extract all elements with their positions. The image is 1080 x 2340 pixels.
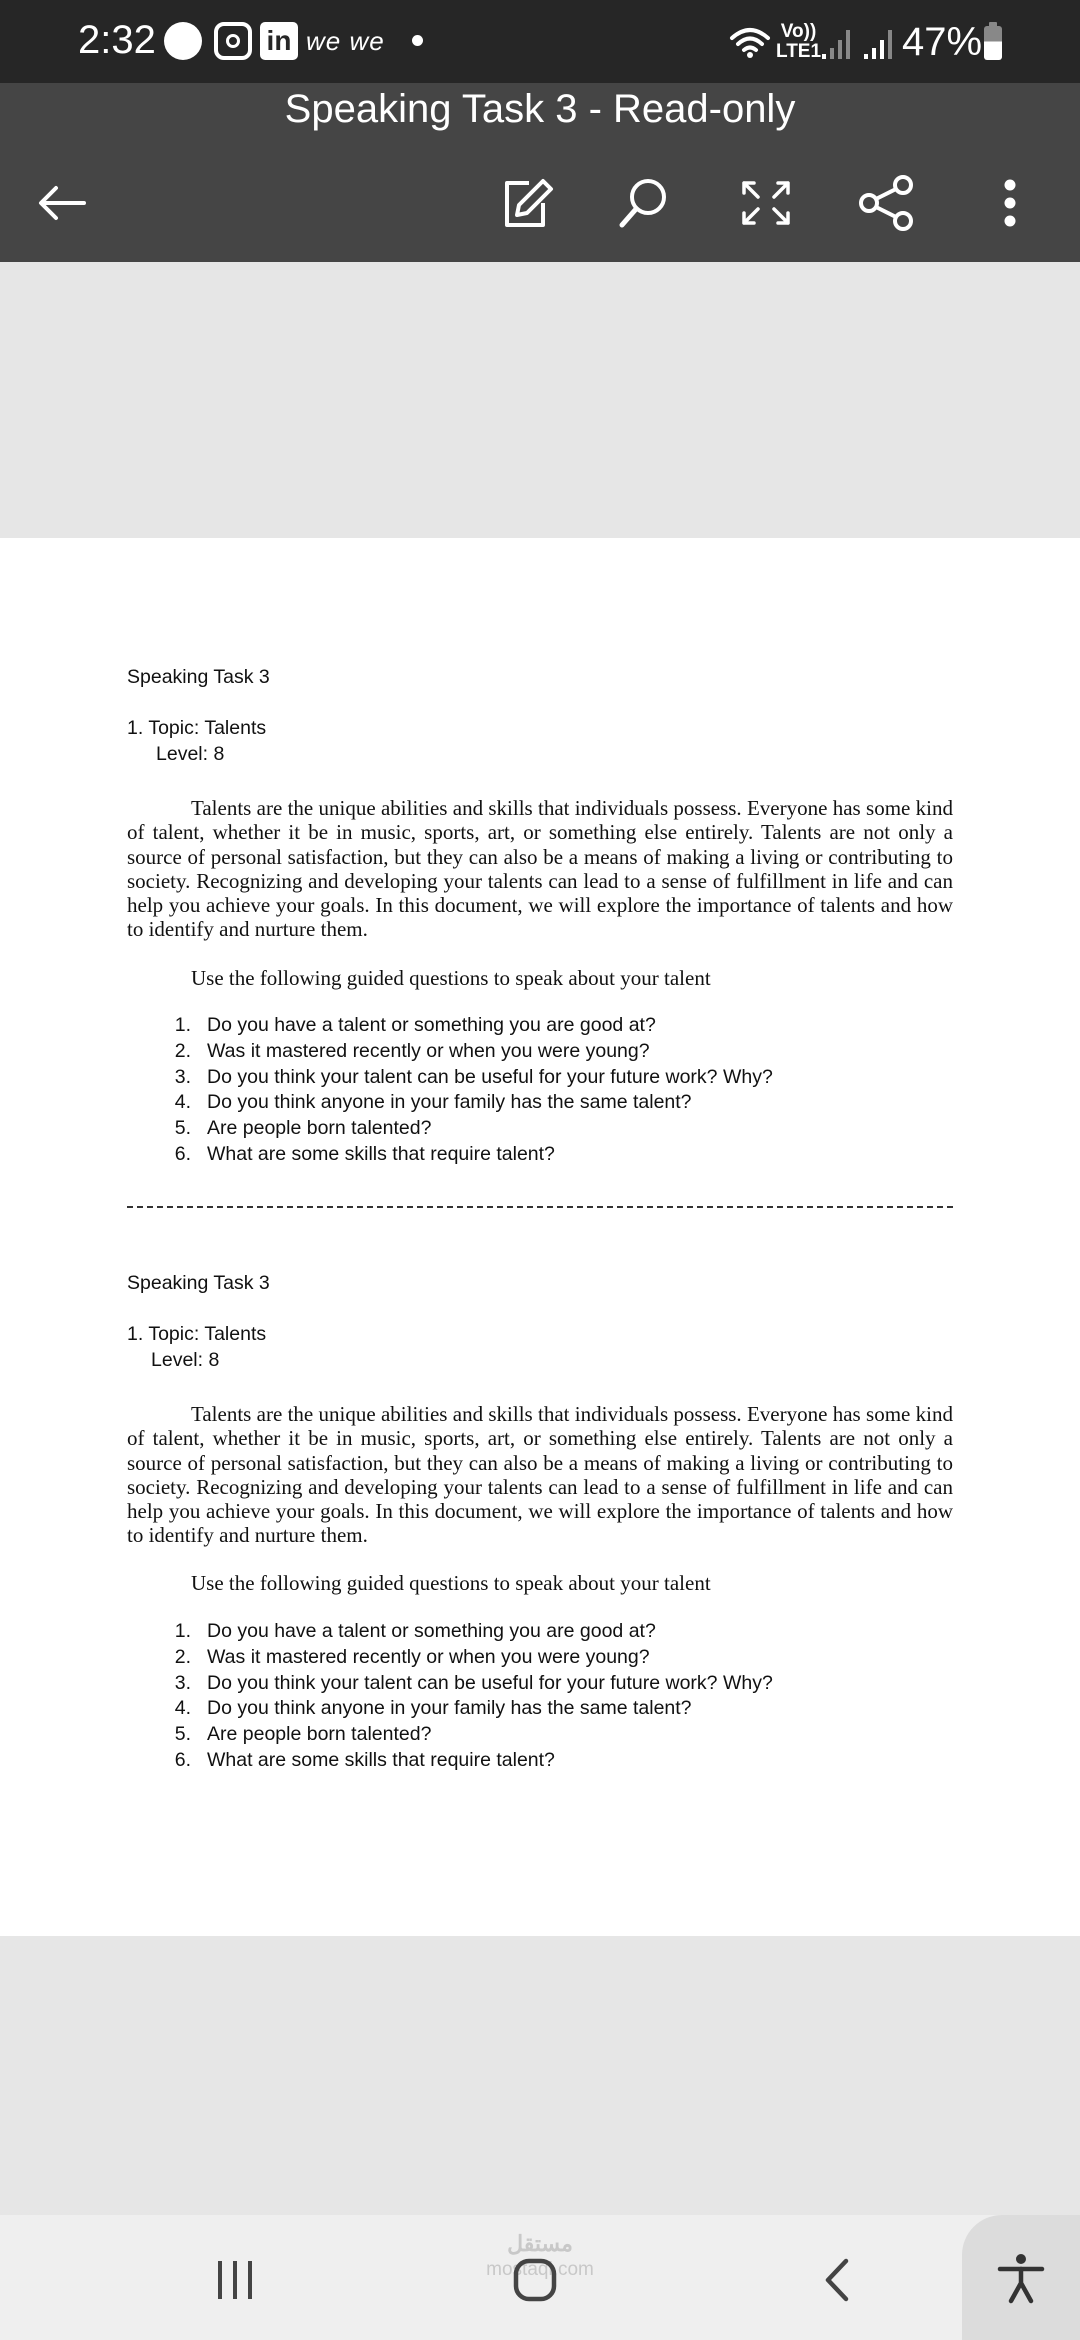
task-title: Speaking Task 3 (127, 1272, 270, 1294)
question-text: Was it mastered recently or when you were young? (207, 1645, 650, 1668)
question-number: 1. (174, 1014, 191, 1036)
question-item (160, 1671, 773, 1697)
level-line: Level: 8 (151, 1349, 220, 1371)
share-icon (857, 173, 917, 233)
question-item (160, 1116, 773, 1142)
watermark-arabic: مستقل (507, 2231, 573, 2256)
question-text: Do you think anyone in your family has the same talent? (207, 1091, 692, 1114)
question-number: 4. (174, 1091, 191, 1114)
signal-icon (862, 26, 896, 60)
back-button[interactable] (22, 163, 102, 243)
question-number: 5. (174, 1723, 191, 1746)
guide-text: Use the following guided questions to speak about your talent (191, 1571, 711, 1595)
search-icon (614, 173, 674, 233)
status-time: 2:32 (78, 18, 156, 62)
topic-line: 1. Topic: Talents (127, 717, 267, 739)
question-item (160, 1065, 773, 1091)
back-icon (814, 2255, 864, 2305)
question-number: 3. (174, 1671, 191, 1694)
back-arrow-icon (32, 173, 92, 233)
edit-button[interactable] (487, 163, 567, 243)
question-number: 5. (174, 1117, 191, 1140)
battery-icon (984, 26, 1002, 60)
wifi-icon (728, 24, 772, 60)
battery-percent: 47% (902, 20, 983, 64)
question-text: Do you think your talent can be useful for your future work? Why? (207, 1671, 773, 1694)
question-number: 6. (174, 1142, 191, 1165)
fullscreen-button[interactable] (726, 163, 806, 243)
linkedin-icon: in (260, 22, 298, 60)
question-number: 3. (174, 1065, 191, 1088)
watermark-latin: mostaql.com (486, 2259, 594, 2280)
document-page[interactable] (0, 538, 1080, 1936)
question-text: Are people born talented? (207, 1723, 432, 1746)
question-item (160, 1013, 773, 1039)
question-number: 2. (174, 1645, 191, 1668)
status-bar (0, 0, 1080, 83)
recents-icon (210, 2255, 260, 2305)
expand-icon (736, 173, 796, 233)
signal-icon (820, 26, 854, 60)
volte-top: Vo)) (780, 21, 817, 42)
share-button[interactable] (847, 163, 927, 243)
home-icon (510, 2255, 560, 2305)
guide-text: Use the following guided questions to speak about your talent (191, 966, 711, 990)
question-item (160, 1722, 773, 1748)
more-notifications-dot (412, 35, 423, 46)
home-button[interactable] (490, 2245, 580, 2315)
more-options-button[interactable] (970, 163, 1050, 243)
question-item (160, 1748, 773, 1774)
question-text: Do you think your talent can be useful for your future work? Why? (207, 1065, 773, 1088)
question-number: 6. (174, 1748, 191, 1771)
we-notification-icon: we we (306, 26, 385, 56)
question-number: 4. (174, 1697, 191, 1720)
question-text: Do you have a talent or something you are good at? (207, 1014, 656, 1036)
phone-icon (164, 22, 202, 60)
document-background (0, 1936, 1080, 2215)
accessibility-icon (994, 2251, 1048, 2305)
question-text: Are people born talented? (207, 1117, 432, 1140)
question-number: 2. (174, 1039, 191, 1062)
question-text: Do you have a talent or something you are good at? (207, 1620, 656, 1642)
question-item (160, 1039, 773, 1065)
question-list (160, 1013, 773, 1168)
document-title: Speaking Task 3 - Read-only (284, 87, 796, 131)
edit-icon (497, 173, 557, 233)
recents-button[interactable] (190, 2245, 280, 2315)
instagram-icon (214, 22, 252, 60)
search-button[interactable] (604, 163, 684, 243)
level-line: Level: 8 (156, 743, 225, 765)
navigation-bar (0, 2215, 1080, 2340)
question-item (160, 1645, 773, 1671)
section-divider (127, 1206, 953, 1208)
question-list (160, 1619, 773, 1774)
question-item (160, 1142, 773, 1168)
intro-paragraph: Talents are the unique abilities and skills that individuals possess. Everyone has some kind of talent, whether it be in music, sports, art, or something else entirely. Talents are not only a source of personal satisfaction, but they can also be a means of making a living or contributing to society. Recognizing and developing your talents can lead to a sense of fulfillment in life and can help you achieve your goals. In this document, we will explore the importance of talents and how to identify and nurture them. (127, 1402, 953, 1548)
question-text: Do you think anyone in your family has the same talent? (207, 1697, 692, 1720)
question-text: What are some skills that require talent? (207, 1142, 555, 1165)
app-toolbar (0, 83, 1080, 262)
volte-bottom: LTE1 (776, 41, 822, 62)
volte-indicator (776, 22, 821, 62)
question-number: 1. (174, 1620, 191, 1642)
topic-line: 1. Topic: Talents (127, 1323, 267, 1345)
more-vertical-icon (980, 173, 1040, 233)
question-item (160, 1619, 773, 1645)
accessibility-button[interactable] (962, 2215, 1080, 2340)
task-title: Speaking Task 3 (127, 666, 270, 688)
system-back-button[interactable] (794, 2245, 884, 2315)
question-item (160, 1090, 773, 1116)
question-text: What are some skills that require talent? (207, 1748, 555, 1771)
intro-paragraph: Talents are the unique abilities and skills that individuals possess. Everyone has some kind of talent, whether it be in music, sports, art, or something else entirely. Talents are not only a source of personal satisfaction, but they can also be a means of making a living or contributing to society. Recognizing and developing your talents can lead to a sense of fulfillment in life and can help you achieve your goals. In this document, we will explore the importance of talents and how to identify and nurture them. (127, 796, 953, 942)
document-background (0, 262, 1080, 538)
question-text: Was it mastered recently or when you were young? (207, 1039, 650, 1062)
question-item (160, 1696, 773, 1722)
